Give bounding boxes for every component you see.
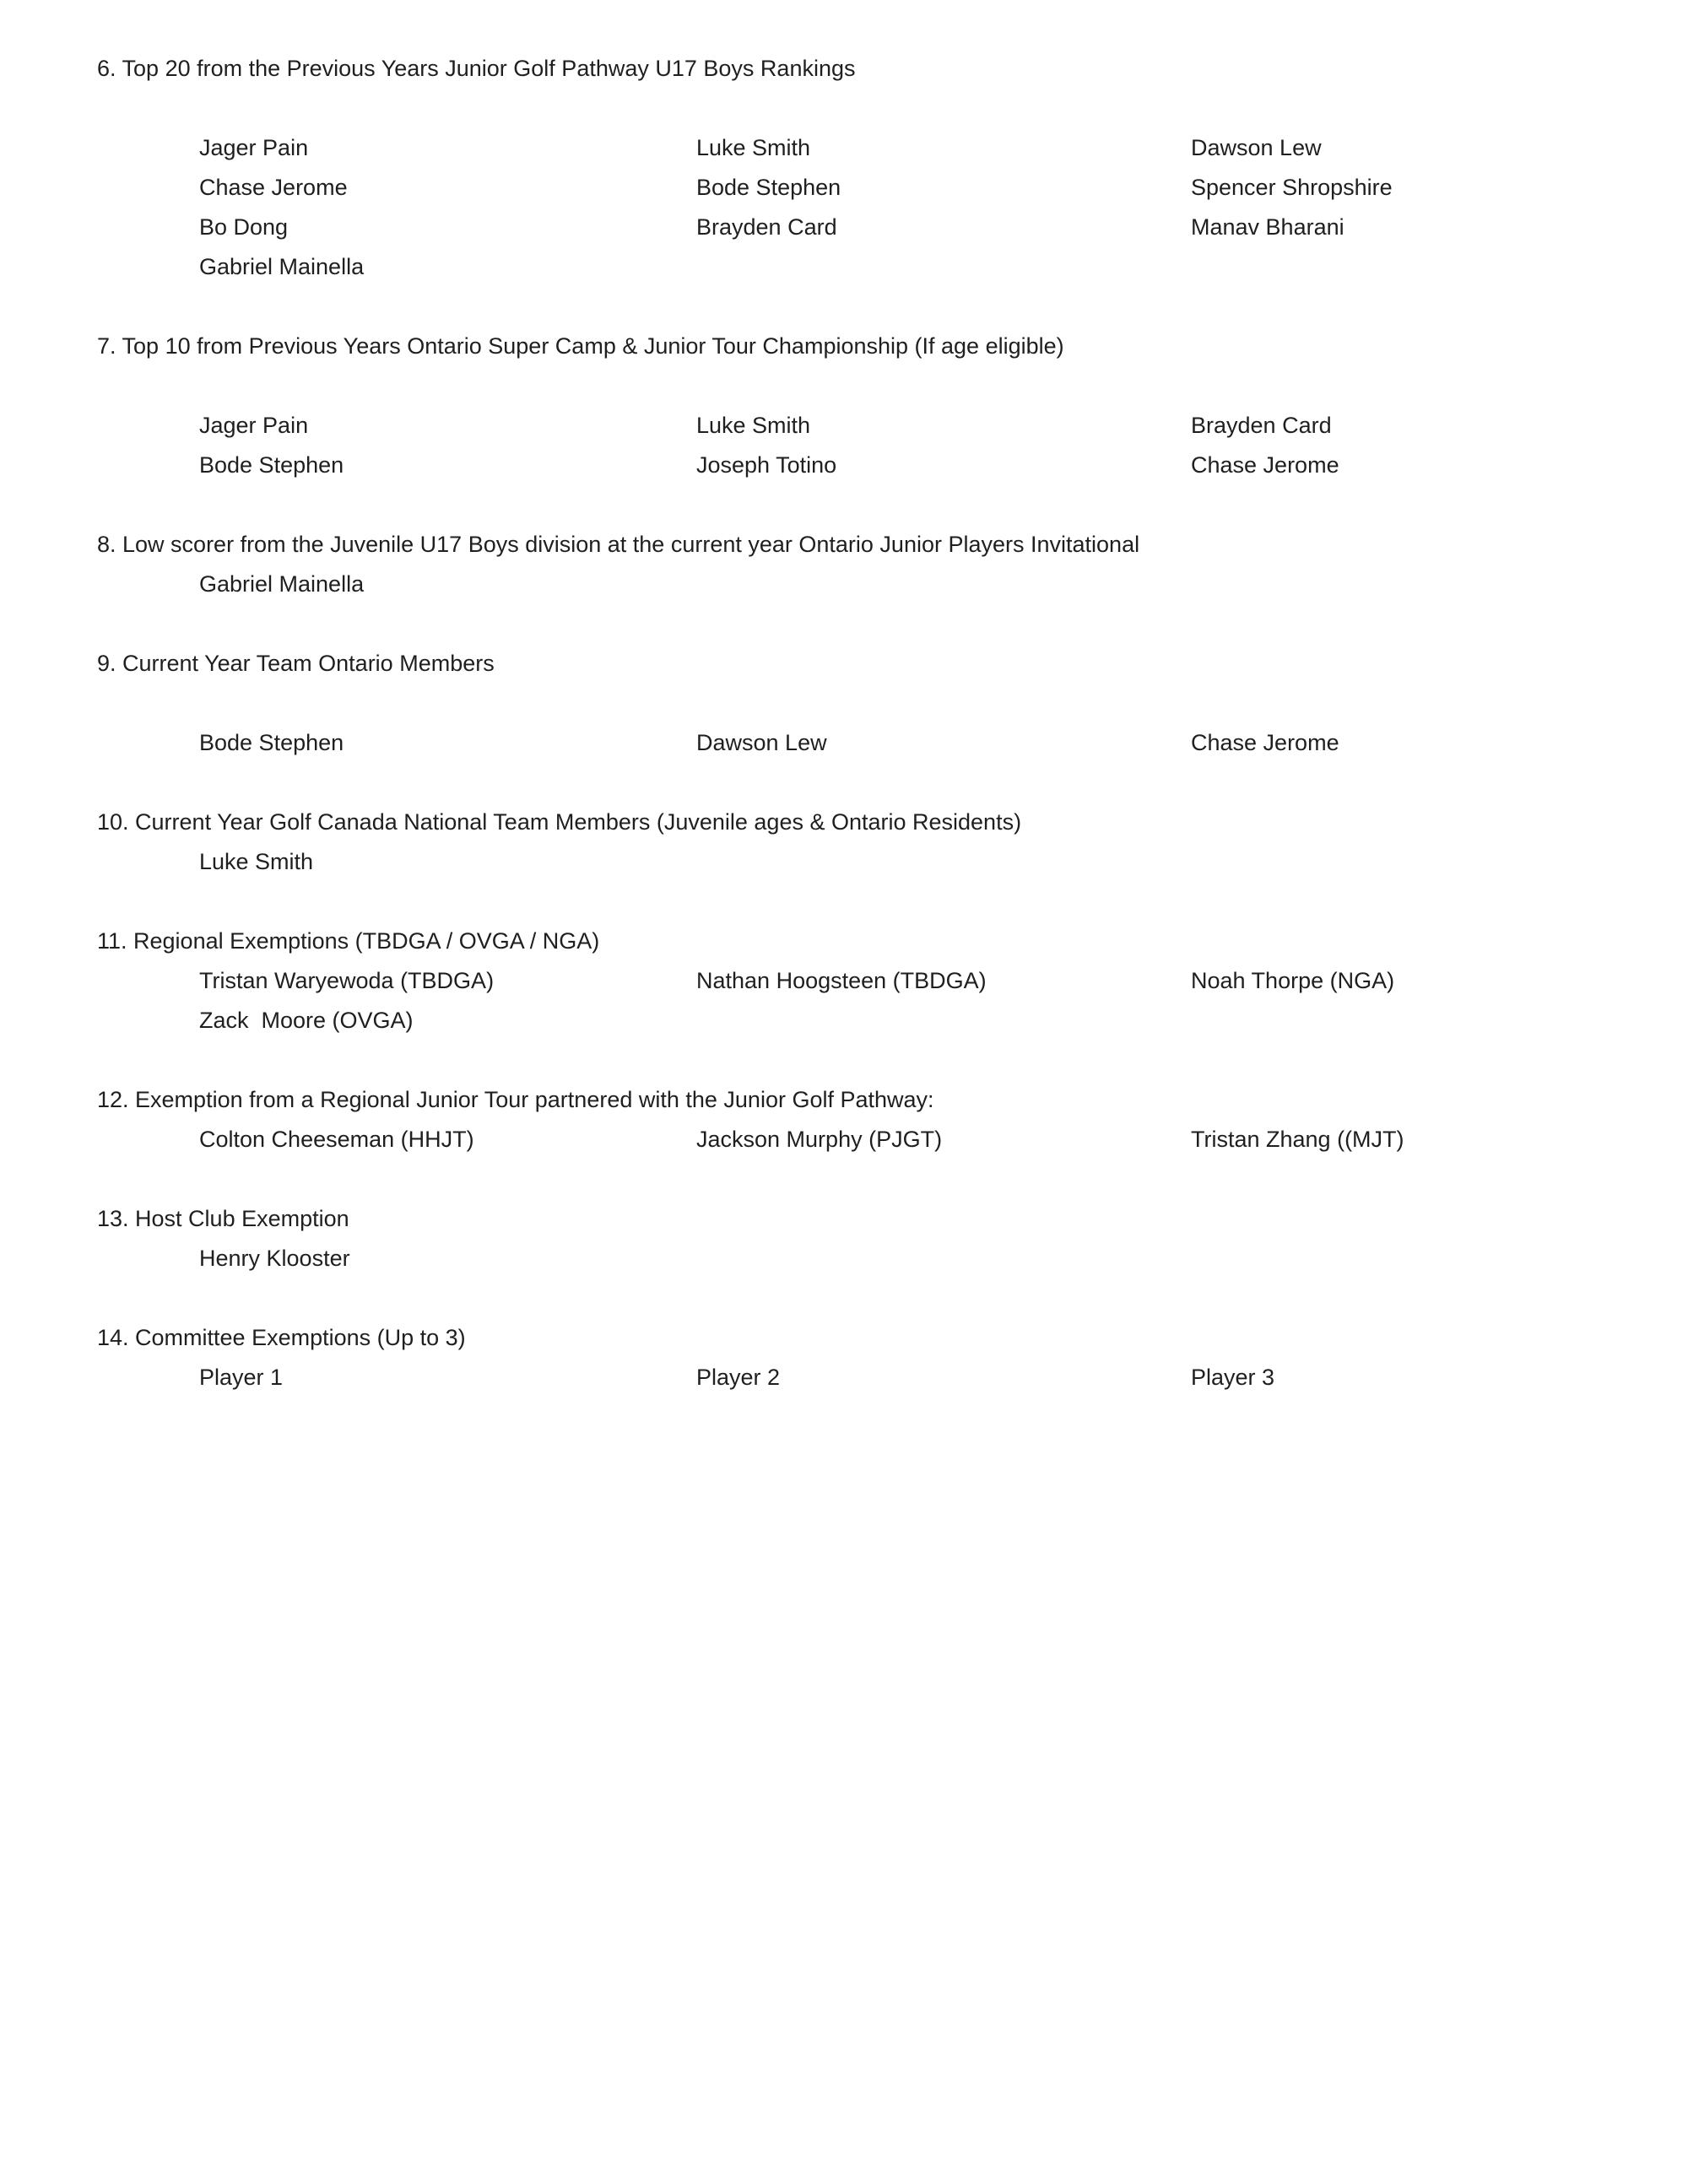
names-column (1191, 565, 1637, 604)
exemption-section (97, 1080, 1637, 1160)
player-name: Jager Pain (199, 135, 309, 160)
names-column (696, 406, 1191, 485)
player-name: Jackson Murphy (PJGT) (696, 1127, 943, 1152)
player-name: Spencer Shropshire (1191, 175, 1393, 200)
names-column (696, 723, 1191, 763)
player-name: Tristan Zhang ((MJT) (1191, 1127, 1404, 1152)
player-name: Nathan Hoogsteen (TBDGA) (696, 968, 987, 993)
player-name: Chase Jerome (1191, 452, 1339, 478)
names-column (199, 406, 696, 485)
player-name: Manav Bharani (1191, 214, 1344, 240)
player-name: Player 1 (199, 1365, 284, 1390)
exemption-section (97, 49, 1637, 287)
player-name: Jager Pain (199, 413, 309, 438)
player-name: Zack Moore (OVGA) (199, 1008, 414, 1033)
player-name: Gabriel Mainella (199, 254, 365, 279)
names-grid (199, 723, 1637, 763)
player-name: Luke Smith (696, 413, 811, 438)
section-heading: 13. Host Club Exemption (97, 1206, 349, 1231)
names-grid (199, 842, 1637, 882)
player-name: Luke Smith (199, 849, 314, 874)
exemption-section (97, 525, 1637, 604)
names-column (1191, 1239, 1637, 1279)
player-name: Bode Stephen (696, 175, 841, 200)
names-column (1191, 842, 1637, 882)
section-heading: 6. Top 20 from the Previous Years Junior Golf Pathway U17 Boys Rankings (97, 56, 856, 81)
player-name: Chase Jerome (1191, 730, 1339, 755)
names-column (696, 1120, 1191, 1160)
names-grid (199, 1120, 1637, 1160)
names-column (1191, 723, 1637, 763)
player-name: Henry Klooster (199, 1246, 350, 1271)
player-name: Dawson Lew (1191, 135, 1322, 160)
section-heading: 8. Low scorer from the Juvenile U17 Boys division at the current year Ontario Junior Players Invitational (97, 532, 1140, 557)
player-name: Player 2 (696, 1365, 781, 1390)
player-name: Player 3 (1191, 1365, 1275, 1390)
exemption-section (97, 922, 1637, 1041)
names-column (199, 1358, 696, 1397)
names-column (696, 842, 1191, 882)
names-column (1191, 961, 1637, 1041)
names-grid (199, 1358, 1637, 1397)
player-name: Gabriel Mainella (199, 571, 365, 597)
section-heading: 10. Current Year Golf Canada National Team Members (Juvenile ages & Ontario Residents) (97, 809, 1022, 835)
section-heading: 7. Top 10 from Previous Years Ontario Super Camp & Junior Tour Championship (If age eligible) (97, 333, 1064, 359)
names-column (199, 842, 696, 882)
section-heading: 11. Regional Exemptions (TBDGA / OVGA / NGA) (97, 928, 600, 954)
player-name: Tristan Waryewoda (TBDGA) (199, 968, 495, 993)
names-column (199, 1120, 696, 1160)
names-column (696, 128, 1191, 287)
player-name: Joseph Totino (696, 452, 837, 478)
names-grid (199, 961, 1637, 1041)
player-name: Bode Stephen (199, 730, 344, 755)
names-column (199, 1239, 696, 1279)
exemption-section (97, 1318, 1637, 1397)
exemption-section (97, 327, 1637, 485)
names-grid (199, 1239, 1637, 1279)
names-column (199, 961, 696, 1041)
section-heading: 14. Committee Exemptions (Up to 3) (97, 1325, 466, 1350)
section-heading: 12. Exemption from a Regional Junior Tour partnered with the Junior Golf Pathway: (97, 1087, 934, 1112)
names-column (1191, 406, 1637, 485)
player-name: Chase Jerome (199, 175, 348, 200)
names-column (199, 723, 696, 763)
names-column (696, 1358, 1191, 1397)
names-column (1191, 1358, 1637, 1397)
names-column (199, 565, 696, 604)
names-column (696, 961, 1191, 1041)
names-column (696, 565, 1191, 604)
section-heading: 9. Current Year Team Ontario Members (97, 651, 495, 676)
names-column (199, 128, 696, 287)
player-name: Bo Dong (199, 214, 289, 240)
exemption-section (97, 644, 1637, 763)
exemption-section (97, 1199, 1637, 1279)
player-name: Bode Stephen (199, 452, 344, 478)
player-name: Noah Thorpe (NGA) (1191, 968, 1395, 993)
names-column (1191, 1120, 1637, 1160)
player-name: Dawson Lew (696, 730, 827, 755)
names-grid (199, 406, 1637, 485)
names-column (696, 1239, 1191, 1279)
player-name: Colton Cheeseman (HHJT) (199, 1127, 474, 1152)
player-name: Luke Smith (696, 135, 811, 160)
names-grid (199, 128, 1637, 287)
exemption-section (97, 803, 1637, 882)
names-column (1191, 128, 1637, 287)
player-name: Brayden Card (1191, 413, 1332, 438)
names-grid (199, 565, 1637, 604)
player-name: Brayden Card (696, 214, 837, 240)
